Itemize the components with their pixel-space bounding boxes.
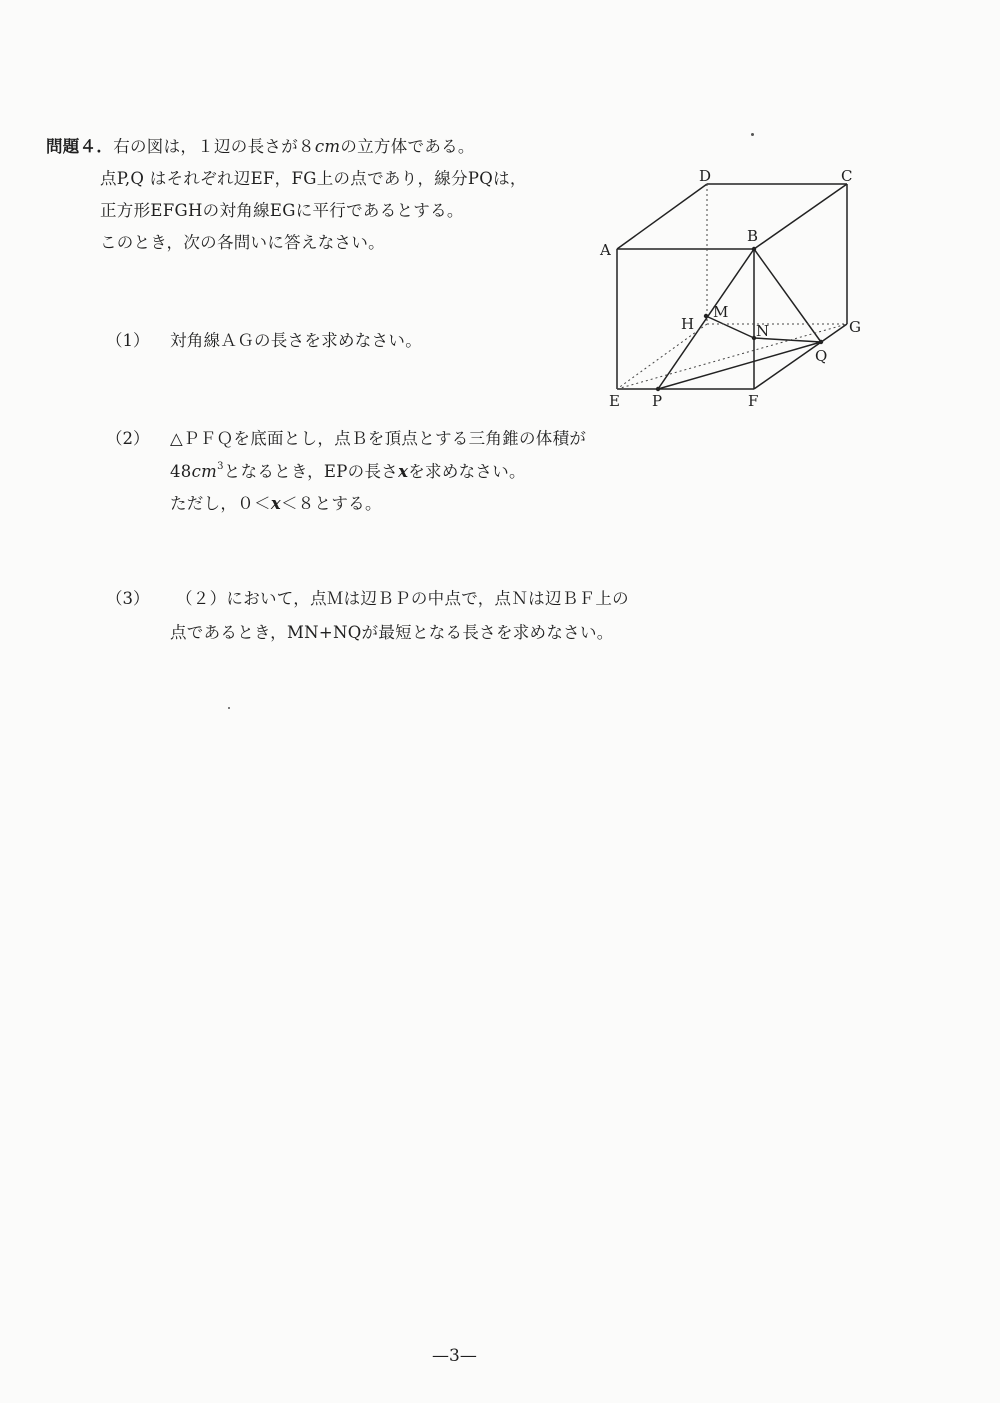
question-1-number: （1）	[106, 331, 150, 350]
question-3-line-2: 点であるとき，MN+NQが最短となる長さを求めなさい。	[170, 623, 614, 642]
label-G: G	[849, 318, 861, 336]
problem-label: 問題４．	[46, 137, 114, 156]
edge-AD	[617, 184, 707, 249]
label-C: C	[841, 167, 853, 185]
point-P	[656, 387, 660, 391]
scan-speck	[228, 707, 230, 709]
label-H: H	[681, 315, 695, 333]
cube-figure	[590, 160, 870, 415]
label-M: M	[713, 303, 729, 321]
question-3-number: （3）	[106, 589, 150, 608]
label-Q: Q	[815, 347, 828, 365]
point-Q	[819, 340, 823, 344]
label-D: D	[699, 167, 712, 185]
point-B	[752, 247, 756, 251]
point-M	[704, 314, 708, 318]
label-N: N	[756, 322, 770, 340]
problem-line-3: 正方形EFGHの対角線EGに平行であるとする。	[100, 201, 464, 220]
label-A: A	[600, 241, 611, 259]
question-1-text: 対角線ＡＧの長さを求めなさい。	[170, 331, 422, 350]
cube-hidden-edges	[617, 184, 847, 389]
segment-PQ	[658, 342, 821, 389]
question-2-number: （2）	[106, 429, 150, 448]
question-2-line-3: ただし，０＜x＜８とする。	[170, 494, 382, 513]
diagonal-EG-hidden	[617, 324, 847, 389]
problem-line-4: このとき，次の各問いに答えなさい。	[100, 233, 385, 252]
page-number: —3—	[432, 1346, 477, 1366]
question-2-line-2: $48cm^3$となるとき，EPの長さxを求めなさい。	[170, 461, 526, 481]
question-3-line-1: （２）において，点Ｍは辺ＢＰの中点で，点Ｎは辺ＢＦ上の	[176, 589, 629, 608]
question-2-line-1: △ＰＦＱを底面とし，点Ｂを頂点とする三角錐の体積が	[170, 429, 587, 448]
edge-BP	[658, 249, 754, 389]
cube-solid-edges	[617, 184, 847, 389]
problem-line-2: 点P,Q はそれぞれ辺EF，FG上の点であり，線分PQは，	[100, 169, 527, 188]
problem-line-1: 問題４．右の図は，１辺の長さが８cmの立方体である。	[46, 137, 475, 156]
label-B: B	[747, 227, 759, 245]
edge-CB	[754, 184, 847, 249]
label-P: P	[652, 392, 663, 410]
label-F: F	[748, 392, 759, 410]
scan-speck	[751, 133, 754, 136]
label-E: E	[609, 392, 620, 410]
